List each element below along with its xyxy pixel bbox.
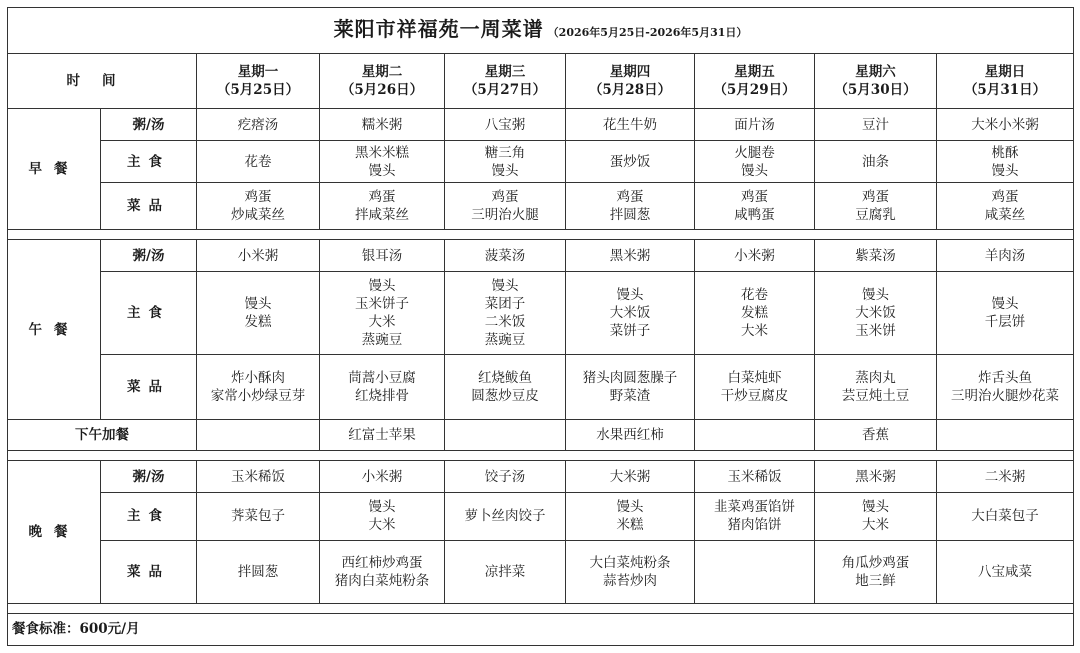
menu-item: 面片汤 bbox=[734, 116, 775, 133]
dinner-porridge-row bbox=[8, 461, 1074, 493]
breakfast-staple-cell bbox=[445, 141, 566, 183]
lunch-porridge-cell bbox=[445, 240, 566, 272]
lunch-staple-label: 主食 bbox=[101, 272, 197, 355]
menu-item: 猪肉馅饼 bbox=[727, 517, 782, 534]
menu-item: 发糕 bbox=[244, 314, 272, 331]
menu-item: 菠菜汤 bbox=[484, 247, 526, 264]
menu-item: 馒头 bbox=[616, 499, 644, 516]
menu-item: 二米粥 bbox=[984, 468, 1026, 485]
day-date: （5月27日） bbox=[463, 82, 547, 99]
menu-item: 三明治火腿炒花菜 bbox=[951, 387, 1060, 404]
menu-item: 馒头 bbox=[991, 162, 1019, 179]
menu-item: 鸡蛋 bbox=[244, 189, 272, 206]
menu-item: 黑米粥 bbox=[855, 468, 896, 485]
lunch-porridge-row bbox=[8, 240, 1074, 272]
lunch-porridge-cell bbox=[937, 240, 1074, 272]
breakfast-dish-row bbox=[8, 183, 1074, 229]
dinner-dish-cell bbox=[566, 540, 695, 603]
menu-item: 大米饭 bbox=[609, 305, 651, 322]
menu-item: 韭菜鸡蛋馅饼 bbox=[714, 499, 795, 516]
dinner-staple-label: 主食 bbox=[101, 493, 197, 540]
day-name: 星期六 bbox=[855, 64, 896, 81]
menu-item: 三明治火腿 bbox=[471, 207, 539, 224]
separator bbox=[8, 450, 1074, 460]
menu-item: 黑米粥 bbox=[609, 247, 651, 264]
menu-item: 芸豆炖土豆 bbox=[841, 387, 910, 404]
dinner-staple-cell bbox=[937, 493, 1074, 540]
day-date: （5月31日） bbox=[963, 82, 1047, 99]
menu-item: 凉拌菜 bbox=[484, 563, 526, 580]
dinner-staple-row bbox=[8, 493, 1074, 540]
menu-item: 银耳汤 bbox=[361, 247, 403, 264]
breakfast-dish-cell bbox=[937, 183, 1074, 229]
lunch-staple-cell bbox=[937, 272, 1074, 355]
dinner-porridge-label: 粥/汤 bbox=[101, 461, 197, 493]
menu-item: 花卷 bbox=[741, 287, 768, 304]
breakfast-porridge-row bbox=[8, 109, 1074, 141]
day-date: （5月30日） bbox=[834, 82, 917, 99]
menu-item: 鸡蛋 bbox=[368, 189, 396, 206]
menu-item: 炸舌头鱼 bbox=[978, 369, 1033, 386]
breakfast-dish-label: 菜品 bbox=[101, 183, 197, 229]
breakfast-dish-cell bbox=[197, 183, 320, 229]
menu-item: 二米饭 bbox=[484, 314, 526, 331]
lunch-staple-cell bbox=[566, 272, 695, 355]
dinner-staple-cell bbox=[815, 493, 937, 540]
lunch-staple-cell bbox=[695, 272, 815, 355]
menu-item: 馒头 bbox=[616, 287, 644, 304]
lunch-staple-cell bbox=[815, 272, 937, 355]
dinner-porridge-cell bbox=[937, 461, 1074, 493]
snack-cell bbox=[815, 419, 937, 450]
meal-standard: 餐食标准：600元/月 bbox=[8, 613, 1074, 645]
menu-item: 蒸豌豆 bbox=[484, 332, 526, 349]
dinner-dish-row bbox=[8, 540, 1074, 603]
menu-item: 玉米稀饭 bbox=[231, 468, 285, 485]
menu-item: 茼蒿小豆腐 bbox=[348, 369, 416, 386]
menu-item: 鸡蛋 bbox=[991, 189, 1019, 206]
breakfast-staple-cell bbox=[320, 141, 445, 183]
day-header-4 bbox=[566, 54, 695, 109]
menu-item: 小米粥 bbox=[237, 247, 279, 264]
menu-item: 炒咸菜丝 bbox=[231, 207, 285, 224]
day-date: （5月26日） bbox=[340, 82, 424, 99]
menu-item: 大米小米粥 bbox=[971, 116, 1039, 133]
lunch-dish-cell bbox=[695, 354, 815, 419]
breakfast-porridge-cell bbox=[197, 109, 320, 141]
day-name: 星期三 bbox=[484, 64, 526, 81]
dinner-porridge-cell bbox=[197, 461, 320, 493]
breakfast-dish-cell bbox=[566, 183, 695, 229]
breakfast-porridge-label: 粥/汤 bbox=[101, 109, 197, 141]
menu-item: 萝卜丝肉饺子 bbox=[464, 508, 546, 525]
day-date: （5月25日） bbox=[216, 82, 300, 99]
snack-cell bbox=[445, 419, 566, 450]
lunch-staple-cell bbox=[445, 272, 566, 355]
menu-item: 炸小酥肉 bbox=[231, 369, 285, 386]
menu-item: 猪头肉圆葱臊子 bbox=[582, 369, 678, 386]
breakfast-staple-cell bbox=[937, 141, 1074, 183]
dinner-dish-cell bbox=[197, 540, 320, 603]
menu-item: 疙瘩汤 bbox=[237, 116, 279, 133]
menu-item: 糖三角 bbox=[484, 144, 526, 161]
day-date: （5月29日） bbox=[713, 82, 796, 99]
lunch-porridge-cell bbox=[815, 240, 937, 272]
dinner-porridge-cell bbox=[695, 461, 815, 493]
menu-item: 鸡蛋 bbox=[741, 189, 768, 206]
time-header: 时间 bbox=[8, 54, 197, 109]
day-header-row bbox=[8, 54, 1074, 109]
lunch-staple-cell bbox=[320, 272, 445, 355]
menu-item: 油条 bbox=[862, 153, 889, 170]
menu-sheet bbox=[7, 7, 1073, 646]
menu-item: 八宝粥 bbox=[484, 116, 526, 133]
menu-item: 地三鲜 bbox=[855, 572, 896, 589]
menu-item: 馒头 bbox=[862, 287, 889, 304]
dinner-dish-cell bbox=[937, 540, 1074, 603]
menu-item: 馒头 bbox=[862, 499, 889, 516]
breakfast-porridge-cell bbox=[445, 109, 566, 141]
dinner-dish-label: 菜品 bbox=[101, 540, 197, 603]
menu-item: 圆葱炒豆皮 bbox=[471, 387, 539, 404]
menu-item: 小米粥 bbox=[734, 247, 775, 264]
menu-item: 大米粥 bbox=[609, 468, 651, 485]
menu-item: 野菜渣 bbox=[609, 387, 651, 404]
day-name: 星期二 bbox=[361, 64, 403, 81]
lunch-porridge-cell bbox=[695, 240, 815, 272]
menu-item: 拌咸菜丝 bbox=[355, 207, 409, 224]
menu-item: 小米粥 bbox=[361, 468, 403, 485]
dinner-porridge-cell bbox=[445, 461, 566, 493]
breakfast-dish-cell bbox=[320, 183, 445, 229]
menu-item: 大白菜炖粉条 bbox=[589, 554, 671, 571]
dinner-dish-cell bbox=[815, 540, 937, 603]
dinner-dish-cell bbox=[320, 540, 445, 603]
menu-item: 水果西红柿 bbox=[596, 426, 664, 443]
day-header-5 bbox=[695, 54, 815, 109]
menu-item: 鸡蛋 bbox=[862, 189, 889, 206]
menu-item: 馒头 bbox=[491, 162, 519, 179]
separator-row bbox=[8, 229, 1074, 239]
menu-item: 家常小炒绿豆芽 bbox=[210, 387, 306, 404]
lunch-dish-cell bbox=[566, 354, 695, 419]
menu-item: 火腿卷 bbox=[734, 144, 775, 161]
menu-item: 豆腐乳 bbox=[855, 207, 896, 224]
snack-label: 下午加餐 bbox=[8, 419, 197, 450]
breakfast-staple-cell bbox=[197, 141, 320, 183]
snack-row bbox=[8, 419, 1074, 450]
dinner-staple-cell bbox=[197, 493, 320, 540]
dinner-staple-cell bbox=[566, 493, 695, 540]
menu-item: 玉米饼子 bbox=[355, 296, 409, 313]
menu-item: 西红柿炒鸡蛋 bbox=[341, 554, 423, 571]
menu-item: 馒头 bbox=[741, 162, 768, 179]
menu-item: 菜饼子 bbox=[609, 323, 651, 340]
breakfast-staple-row bbox=[8, 141, 1074, 183]
menu-item: 红烧排骨 bbox=[355, 387, 409, 404]
dinner-dish-cell bbox=[445, 540, 566, 603]
title-row bbox=[8, 8, 1074, 54]
snack-cell bbox=[197, 419, 320, 450]
menu-item: 蒸豌豆 bbox=[361, 332, 403, 349]
day-name: 星期五 bbox=[734, 64, 775, 81]
menu-item: 大米 bbox=[368, 314, 396, 331]
day-header-1 bbox=[197, 54, 320, 109]
menu-item: 菜团子 bbox=[484, 296, 526, 313]
menu-item: 猪肉白菜炖粉条 bbox=[334, 572, 430, 589]
day-date: （5月28日） bbox=[588, 82, 672, 99]
breakfast-staple-label: 主食 bbox=[101, 141, 197, 183]
menu-item: 花卷 bbox=[244, 153, 272, 170]
menu-item: 拌圆葱 bbox=[609, 207, 651, 224]
day-name: 星期一 bbox=[237, 64, 279, 81]
lunch-staple-cell bbox=[197, 272, 320, 355]
title-cell bbox=[8, 8, 1074, 54]
menu-item: 千层饼 bbox=[984, 314, 1026, 331]
menu-item: 豆汁 bbox=[862, 116, 889, 133]
menu-item: 花生牛奶 bbox=[603, 116, 657, 133]
menu-item: 发糕 bbox=[741, 305, 768, 322]
dinner-porridge-cell bbox=[815, 461, 937, 493]
menu-item: 馒头 bbox=[491, 278, 519, 295]
breakfast-dish-cell bbox=[695, 183, 815, 229]
day-header-3 bbox=[445, 54, 566, 109]
menu-item: 饺子汤 bbox=[484, 468, 526, 485]
menu-item: 大白菜包子 bbox=[971, 508, 1039, 525]
lunch-dish-cell bbox=[197, 354, 320, 419]
breakfast-porridge-cell bbox=[937, 109, 1074, 141]
menu-title: 莱阳市祥福苑一周菜谱 bbox=[333, 16, 544, 41]
menu-item: 馒头 bbox=[368, 278, 396, 295]
menu-item: 拌圆葱 bbox=[237, 563, 279, 580]
menu-item: 咸菜丝 bbox=[984, 207, 1026, 224]
dinner-dish-cell bbox=[695, 540, 815, 603]
lunch-dish-cell bbox=[445, 354, 566, 419]
menu-item: 玉米稀饭 bbox=[727, 468, 782, 485]
menu-item: 糯米粥 bbox=[361, 116, 403, 133]
separator-row bbox=[8, 603, 1074, 613]
lunch-porridge-cell bbox=[566, 240, 695, 272]
lunch-porridge-cell bbox=[320, 240, 445, 272]
menu-item: 馒头 bbox=[991, 296, 1019, 313]
menu-item: 羊肉汤 bbox=[984, 247, 1026, 264]
separator bbox=[8, 603, 1074, 613]
breakfast-porridge-cell bbox=[695, 109, 815, 141]
lunch-dish-cell bbox=[320, 354, 445, 419]
day-name: 星期日 bbox=[984, 64, 1026, 81]
menu-item: 鸡蛋 bbox=[491, 189, 519, 206]
breakfast-porridge-cell bbox=[320, 109, 445, 141]
weekly-menu-table bbox=[7, 7, 1074, 646]
dinner-staple-cell bbox=[445, 493, 566, 540]
snack-cell bbox=[566, 419, 695, 450]
menu-item: 桃酥 bbox=[991, 144, 1019, 161]
dinner-staple-cell bbox=[320, 493, 445, 540]
lunch-porridge-label: 粥/汤 bbox=[101, 240, 197, 272]
lunch-staple-row bbox=[8, 272, 1074, 355]
snack-cell bbox=[695, 419, 815, 450]
menu-item: 大米 bbox=[368, 517, 396, 534]
menu-item: 馒头 bbox=[368, 499, 396, 516]
menu-item: 香蕉 bbox=[862, 426, 889, 443]
menu-item: 咸鸭蛋 bbox=[734, 207, 775, 224]
menu-item: 荠菜包子 bbox=[231, 508, 285, 525]
lunch-dish-label: 菜品 bbox=[101, 354, 197, 419]
breakfast-porridge-cell bbox=[566, 109, 695, 141]
footer-row bbox=[8, 613, 1074, 645]
menu-item: 鸡蛋 bbox=[616, 189, 644, 206]
menu-item: 干炒豆腐皮 bbox=[720, 387, 789, 404]
breakfast-dish-cell bbox=[815, 183, 937, 229]
breakfast-porridge-cell bbox=[815, 109, 937, 141]
breakfast-staple-cell bbox=[695, 141, 815, 183]
day-header-2 bbox=[320, 54, 445, 109]
day-name: 星期四 bbox=[609, 64, 651, 81]
separator-row bbox=[8, 450, 1074, 460]
menu-item: 蒸肉丸 bbox=[855, 369, 896, 386]
snack-cell bbox=[320, 419, 445, 450]
menu-item: 黑米米糕 bbox=[355, 144, 409, 161]
breakfast-dish-cell bbox=[445, 183, 566, 229]
dinner-label: 晚餐 bbox=[8, 461, 101, 603]
lunch-dish-row bbox=[8, 354, 1074, 419]
breakfast-staple-cell bbox=[815, 141, 937, 183]
menu-item: 蛋炒饭 bbox=[609, 153, 651, 170]
lunch-dish-cell bbox=[937, 354, 1074, 419]
separator bbox=[8, 229, 1074, 239]
menu-item: 紫菜汤 bbox=[855, 247, 896, 264]
day-header-6 bbox=[815, 54, 937, 109]
menu-item: 红烧鲅鱼 bbox=[478, 369, 532, 386]
menu-item: 大米 bbox=[741, 323, 768, 340]
lunch-porridge-cell bbox=[197, 240, 320, 272]
menu-item: 米糕 bbox=[616, 517, 644, 534]
dinner-porridge-cell bbox=[320, 461, 445, 493]
breakfast-label: 早餐 bbox=[8, 109, 101, 230]
lunch-label: 午餐 bbox=[8, 240, 101, 420]
menu-item: 玉米饼 bbox=[855, 323, 896, 340]
dinner-porridge-cell bbox=[566, 461, 695, 493]
menu-item: 红富士苹果 bbox=[348, 426, 416, 443]
breakfast-staple-cell bbox=[566, 141, 695, 183]
lunch-dish-cell bbox=[815, 354, 937, 419]
menu-item: 角瓜炒鸡蛋 bbox=[841, 554, 910, 571]
day-header-7 bbox=[937, 54, 1074, 109]
menu-item: 馒头 bbox=[244, 296, 272, 313]
menu-item: 馒头 bbox=[368, 162, 396, 179]
menu-item: 大米 bbox=[862, 517, 889, 534]
menu-item: 八宝咸菜 bbox=[978, 563, 1033, 580]
menu-date-range: （2026年5月25日-2026年5月31日） bbox=[547, 25, 748, 39]
dinner-staple-cell bbox=[695, 493, 815, 540]
snack-cell bbox=[937, 419, 1074, 450]
menu-item: 蒜苔炒肉 bbox=[603, 572, 657, 589]
menu-item: 大米饭 bbox=[855, 305, 896, 322]
menu-item: 白菜炖虾 bbox=[727, 369, 782, 386]
